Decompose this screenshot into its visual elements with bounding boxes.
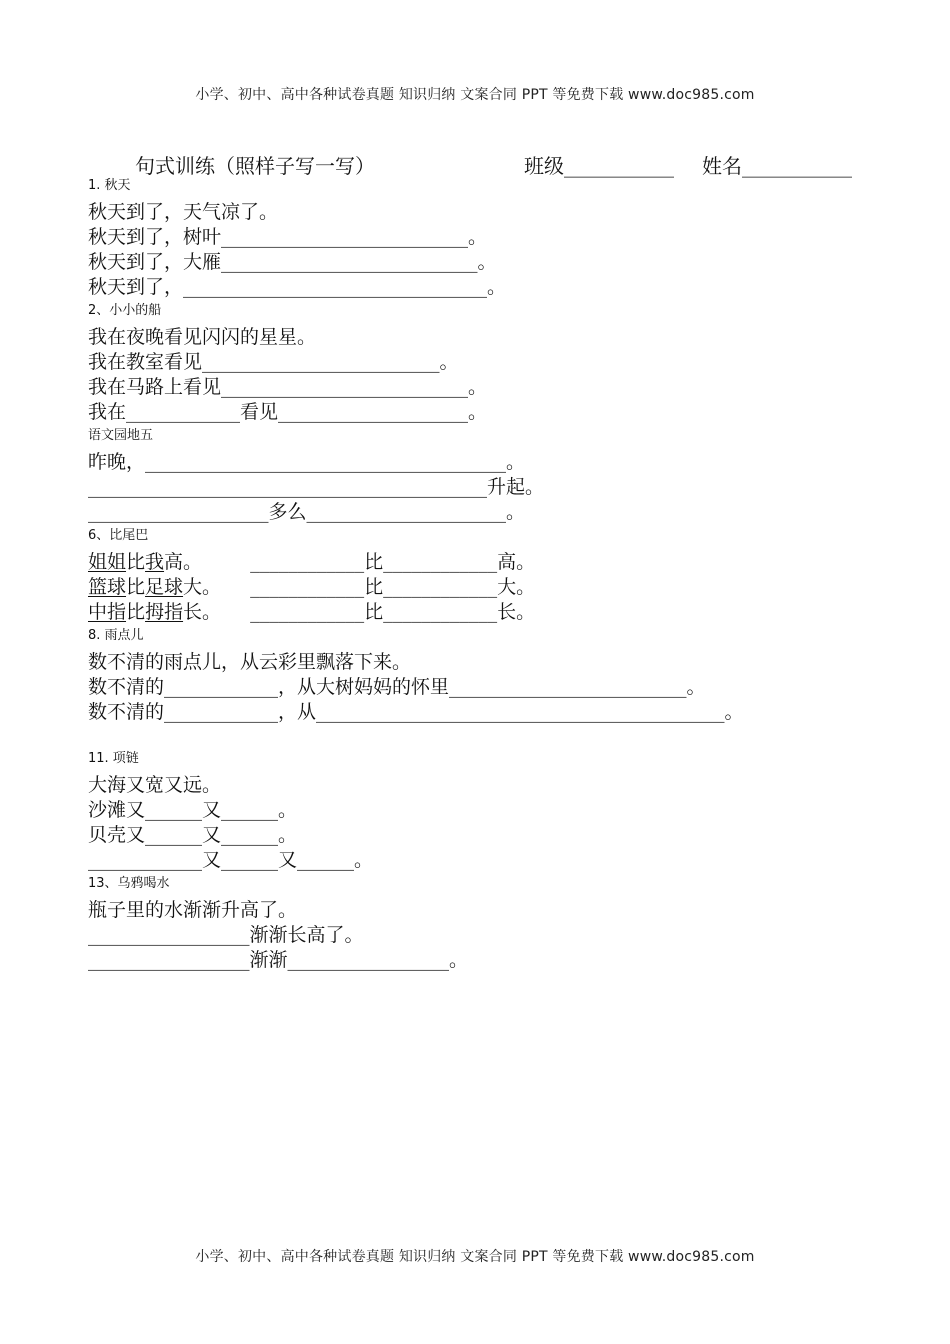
compare-row (88, 600, 535, 624)
worksheet-title: 句式训练（照样子写一写） (135, 154, 375, 178)
example-sentence: 大海又宽又远。 (88, 774, 222, 796)
example-word: 比 (126, 551, 146, 573)
example-word: 高。 (164, 551, 203, 573)
blank[interactable]: ____________ (250, 601, 365, 623)
example-word: 比 (364, 576, 384, 598)
exercise-line[interactable]: __________________________________________升起。 (88, 476, 545, 498)
section-heading-autumn: 1. 秋天 (88, 178, 131, 193)
section-heading-language-garden: 语文园地五 (88, 428, 154, 443)
compare-row (88, 550, 535, 574)
example-word: 长。 (183, 601, 222, 623)
name-field[interactable]: 姓名___________ (702, 154, 852, 178)
example-word: 长。 (497, 601, 536, 623)
exercise-line[interactable]: 秋天到了，________________________________。 (88, 276, 507, 298)
exercise-line[interactable]: 数不清的____________，从___________________________________________。 (88, 701, 744, 723)
exercise-line[interactable]: 贝壳又______又______。 (88, 824, 298, 846)
exercise-line[interactable]: 沙滩又______又______。 (88, 799, 298, 821)
example-word: 比 (364, 601, 384, 623)
exercise-line[interactable]: 我在马路上看见__________________________。 (88, 376, 488, 398)
class-field[interactable]: 班级___________ (524, 154, 674, 178)
exercise-line[interactable]: ___________________多么_____________________。 (88, 501, 526, 523)
blank[interactable]: ____________ (383, 551, 498, 573)
example-sentence: 瓶子里的水渐渐升高了。 (88, 899, 298, 921)
exercise-line[interactable]: 我在教室看见_________________________。 (88, 351, 459, 373)
example-word: 比 (126, 576, 146, 598)
page-header-banner: 小学、初中、高中各种试卷真题 知识归纳 文案合同 PPT 等免费下载 www.doc985.com (195, 87, 755, 103)
exercise-line[interactable]: 秋天到了，树叶__________________________。 (88, 226, 488, 248)
exercise-line[interactable]: _________________渐渐长高了。 (88, 924, 364, 946)
section-heading-compare-tails: 6、比尾巴 (88, 528, 149, 543)
example-word: 姐姐 (88, 551, 127, 573)
exercise-line[interactable]: 数不清的____________，从大树妈妈的怀里_________________________。 (88, 676, 706, 698)
worksheet-title-row (0, 150, 950, 176)
blank[interactable]: ____________ (383, 576, 498, 598)
blank[interactable]: ____________ (250, 551, 365, 573)
section-heading-little-boat: 2、小小的船 (88, 303, 162, 318)
section-heading-crow-drinks-water: 13、乌鸦喝水 (88, 876, 170, 891)
example-sentence: 数不清的雨点儿，从云彩里飘落下来。 (88, 651, 412, 673)
page-footer-banner: 小学、初中、高中各种试卷真题 知识归纳 文案合同 PPT 等免费下载 www.doc985.com (195, 1249, 755, 1265)
section-heading-necklace: 11. 项链 (88, 751, 139, 766)
example-word: 我 (145, 551, 165, 573)
example-sentence: 秋天到了，天气凉了。 (88, 201, 279, 223)
example-word: 中指 (88, 601, 127, 623)
compare-row (88, 575, 535, 599)
example-word: 比 (364, 551, 384, 573)
example-word: 大。 (497, 576, 536, 598)
example-word: 高。 (497, 551, 536, 573)
exercise-line[interactable]: 我在____________看见____________________。 (88, 401, 488, 423)
example-word: 拇指 (145, 601, 184, 623)
example-word: 篮球 (88, 576, 127, 598)
example-word: 大。 (183, 576, 222, 598)
example-word: 足球 (145, 576, 184, 598)
exercise-line[interactable]: _________________渐渐_________________。 (88, 949, 469, 971)
example-word: 比 (126, 601, 146, 623)
blank[interactable]: ____________ (383, 601, 498, 623)
blank[interactable]: ____________ (250, 576, 365, 598)
example-sentence: 我在夜晚看见闪闪的星星。 (88, 326, 317, 348)
section-heading-raindrops: 8. 雨点儿 (88, 628, 144, 643)
exercise-line[interactable]: 昨晚，______________________________________。 (88, 451, 526, 473)
exercise-line[interactable]: ____________又______又______。 (88, 849, 374, 871)
exercise-line[interactable]: 秋天到了，大雁___________________________。 (88, 251, 497, 273)
